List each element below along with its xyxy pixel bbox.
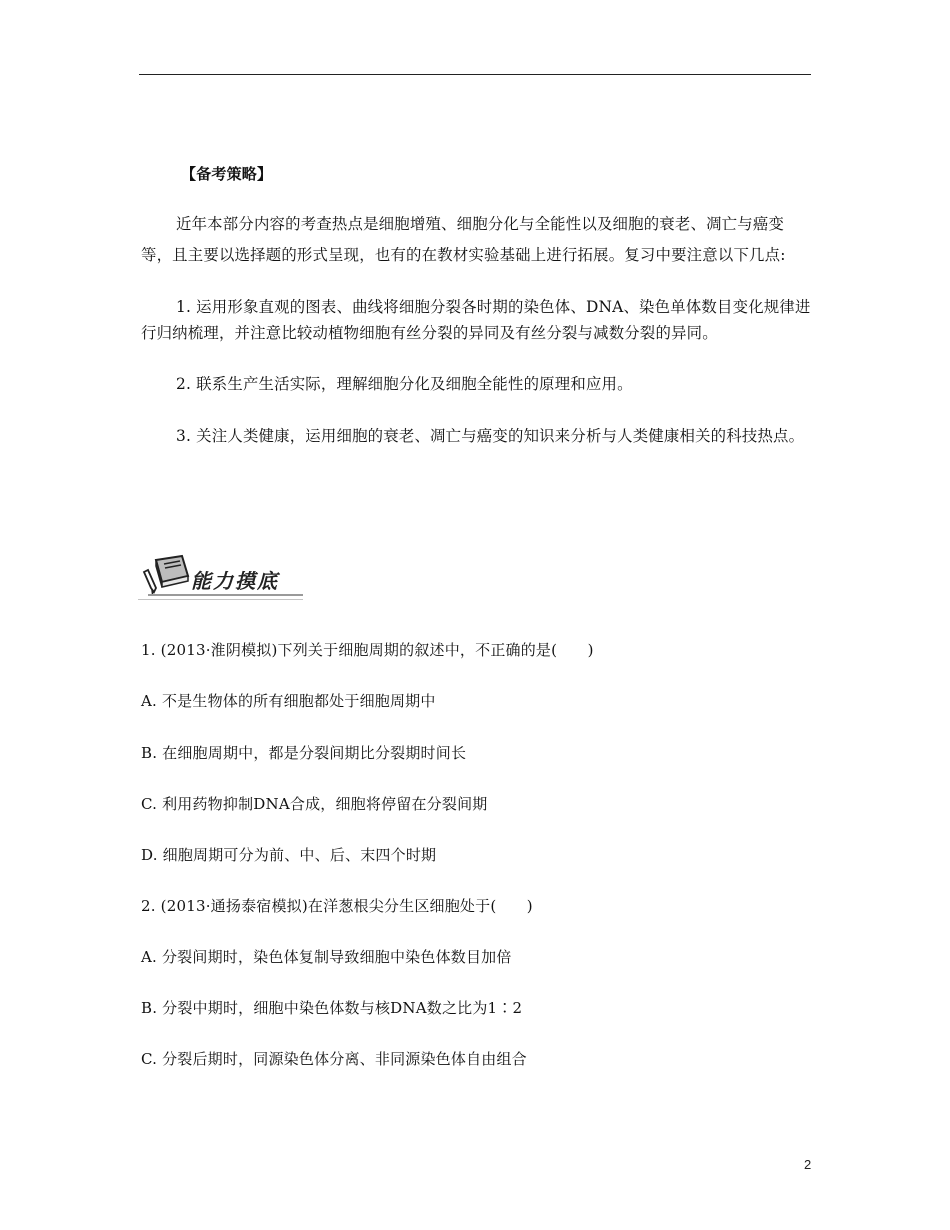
point-3: 3. 关注人类健康，运用细胞的衰老、凋亡与癌变的知识来分析与人类健康相关的科技热点。 [176,427,805,445]
banner-rule [148,594,303,596]
point-2: 2. 联系生产生活实际，理解细胞分化及细胞全能性的原理和应用。 [176,375,633,393]
question-1-option-d: D. 细胞周期可分为前、中、后、末四个时期 [141,846,437,864]
question-2-option-a: A. 分裂间期时，染色体复制导致细胞中染色体数目加倍 [141,948,512,966]
section-title: 【备考策略】 [181,165,273,183]
book-pencil-icon [142,554,190,598]
point-1-line-2: 行归纳梳理，并注意比较动植物细胞有丝分裂的异同及有丝分裂与减数分裂的异同。 [141,324,718,342]
question-2-option-b: B. 分裂中期时，细胞中染色体数与核DNA数之比为1∶2 [141,999,523,1017]
question-1-option-a: A. 不是生物体的所有细胞都处于细胞周期中 [141,692,436,710]
page-number: 2 [804,1157,812,1172]
question-1-stem: 1. (2013·淮阴模拟)下列关于细胞周期的叙述中，不正确的是( ) [141,641,594,659]
point-1-line-1: 1. 运用形象直观的图表、曲线将细胞分裂各时期的染色体、DNA、染色单体数目变化规律进 [176,298,811,316]
intro-paragraph-line-1: 近年本部分内容的考查热点是细胞增殖、细胞分化与全能性以及细胞的衰老、凋亡与癌变 [176,215,785,233]
question-1-option-b: B. 在细胞周期中，都是分裂间期比分裂期时间长 [141,744,467,762]
question-2-option-c: C. 分裂后期时，同源染色体分离、非同源染色体自由组合 [141,1050,527,1068]
header-rule [139,74,811,75]
banner-title: 能力摸底 [191,569,279,593]
question-2-stem: 2. (2013·通扬泰宿模拟)在洋葱根尖分生区细胞处于( ) [141,897,533,915]
intro-paragraph-line-2: 等，且主要以选择题的形式呈现，也有的在教材实验基础上进行拓展。复习中要注意以下几点: [141,246,786,264]
question-1-option-c: C. 利用药物抑制DNA合成，细胞将停留在分裂间期 [141,795,488,813]
section-banner [138,552,303,604]
banner-rule-light [138,599,303,600]
